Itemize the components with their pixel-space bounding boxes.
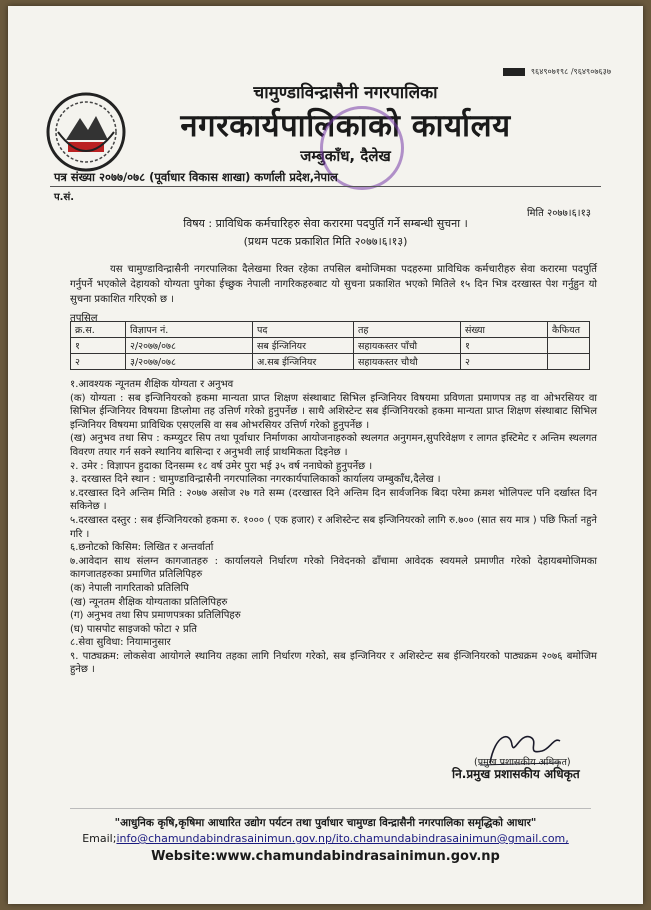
table-cell: २/२०७७/०७८ — [126, 338, 253, 354]
footer-slogan: "आधुनिक कृषि,कृषिमा आधारित उद्योग पर्यटन तथा पुर्वाधार चामुण्डा विन्द्रासैनी नगरपालिका समृद्धिको आधार" — [114, 817, 537, 829]
requirement-item: ८.सेवा सुविधा: नियामानुसार — [70, 637, 171, 649]
requirement-item: ४.दरखास्त दिने अन्तिम मिति : २०७७ असोज २७ गते सम्म (दरखास्त दिने अन्तिम दिन सार्वजनिक बिदा परेमा क्रमश भोलिपल्ट पनि दर्खास्त दिन सकिनेछ । — [70, 487, 597, 513]
pa-label: प.सं. — [54, 192, 75, 203]
schedule-label: तपसिल — [70, 313, 98, 324]
footer-website[interactable]: Website:www.chamundabindrasainimun.gov.np — [151, 849, 500, 864]
notice-subject: विषय : प्राविधिक कर्मचारिहरु सेवा करारमा पदपुर्ति गर्ने सम्बन्धी सुचना । — [183, 217, 468, 230]
requirement-item: २. उमेर : विज्ञापन हुदाका दिनसम्म १८ वर्ष उमेर पुरा भई ३५ वर्ष ननाघेको हुनुपर्नेछ । — [70, 460, 373, 472]
requirement-item: (ख) अनुभव तथा सिप : कम्प्युटर सिप तथा पूर्वाधार निर्माणका आयोजनाहरुको स्थलगत अनुगमन,सुपरिवेक्षण र लागत इस्टिमेट र अन्तिम स्थलगत विवरण तयार गर्न सक्ने स्थानिय बासिन्दा र अनुभवी लाई प्राथमिकता दिइनेछ । — [70, 433, 597, 458]
table-cell: २ — [461, 354, 548, 370]
table-header-cell: संख्या — [461, 322, 548, 338]
table-cell — [548, 354, 590, 370]
publication-note: (प्रथम पटक प्रकाशित मिति २०७७।६।१३) — [243, 235, 408, 248]
table-row — [71, 354, 590, 370]
table-cell — [548, 338, 590, 354]
table-cell: सहायकस्तर चौथौ — [354, 354, 461, 370]
requirement-item: (ग) अनुभव तथा सिप प्रमाणपत्रका प्रतिलिपिहरु — [70, 610, 241, 622]
table-cell: अ.सब ईन्जिनियर — [253, 354, 354, 370]
requirements-list — [70, 378, 597, 677]
table-cell: ३/२०७७/०७८ — [126, 354, 253, 370]
requirement-item: ६.छनोटको किसिम: लिखित र अन्तर्वार्ता — [70, 542, 214, 554]
table-header-cell: विज्ञापन नं. — [126, 322, 253, 338]
email-link[interactable]: info@chamundabindrasainimun.gov.np/ito.chamundabindrasainimun@gmail.com, — [116, 832, 569, 845]
table-cell: सहायकस्तर पाँचौ — [354, 338, 461, 354]
email-label: Email; — [82, 832, 117, 845]
requirement-item: (क) नेपाली नागरिताको प्रतिलिपि — [70, 582, 189, 594]
notice-date: मिति २०७७।६।१३ — [526, 208, 591, 219]
reference-line: पत्र संख्या २०७७/०७८ (पूर्वाधार विकास शाखा) कर्णाली प्रदेश,नेपाल — [54, 170, 338, 184]
header-divider — [50, 186, 601, 187]
table-row — [71, 338, 590, 354]
redaction-mark — [503, 68, 525, 76]
table-cell: सब ईन्जिनियर — [253, 338, 354, 354]
table-cell: २ — [71, 354, 126, 370]
signatory-name: नि.प्रमुख प्रशासकीय अधिकृत — [452, 767, 580, 781]
office-title: नगरकार्यपालिकाको कार्यालय — [180, 108, 511, 144]
phone-numbers: ९६४९०७१९८ /९६४९०७६३७ — [503, 66, 611, 77]
requirement-item: (घ) पासपोट साइजको फोटा २ प्रति — [70, 623, 198, 635]
requirement-item: ९. पाठ्यक्रम: लोकसेवा आयोगले स्थानिय तहका लागि निर्धारण गरेको, सब इन्जिनियर र अशिस्टेन्ट सब ईन्जिनियरको पाठ्यक्रम २०७६ बमोजिम हुनेछ । — [70, 650, 597, 676]
table-header-cell: क्र.स. — [71, 322, 126, 338]
footer-divider — [70, 808, 591, 809]
requirement-item: (ख) न्यूनतम शैक्षिक योग्यताका प्रतिलिपिहरु — [70, 596, 228, 608]
requirement-item: ७.आवेदान साथ संलग्न कागजातहरु : कार्यालयले निर्धारण गरेको निवेदनको ढाँचामा आवेदक स्वयमले प्रमाणीत गरेको देहायबमोजिमका कागजातहरुका प्रमाणित प्रतिलिपिहरु — [70, 555, 597, 581]
vacancy-table — [70, 321, 590, 370]
table-header-cell: कैफियत — [548, 322, 590, 338]
table-cell: १ — [461, 338, 548, 354]
footer-email — [0, 832, 651, 845]
municipality-name: चामुण्डाविन्द्रासैनी नगरपालिका — [253, 83, 438, 103]
requirement-item: ३. दरखास्त दिने स्थान : चामुण्डाविन्द्रासैनी नगरपालिका नगरकार्यपालिकाको कार्यालय जम्बुकाँध,दैलेख । — [70, 474, 441, 486]
requirement-item: १.आवश्यक न्यूनतम शैक्षिक योग्यता र अनुभव — [70, 379, 234, 390]
office-location: जम्बुकाँध, दैलेख — [300, 147, 391, 165]
table-header-cell: पद — [253, 322, 354, 338]
requirement-item: ५.दरखास्त दस्तुर : सब ईन्जिनियरको हकमा रु. १००० ( एक हजार) र अशिस्टेन्ट सब इन्जिनियरको लागि रु.७०० (सात सय मात्र ) पछि फिर्ता नहुने गरि । — [70, 514, 597, 540]
signatory-title: (प्रमुख प्रशासकीय अधिकृत) — [474, 757, 571, 768]
table-header-cell: तह — [354, 322, 461, 338]
table-cell: १ — [71, 338, 126, 354]
requirement-item: (क) योग्यता : सब इन्जिनियरको हकमा मान्यता प्राप्त शिक्षण संस्थाबाट सिभिल इन्जिनियर विषयमा प्रविणता प्रमाणपत्र तह वा ओभरसियर वा सिभिल ईन्जिनियर विषयमा डिप्लोमा तह उत्तिर्ण गरेको हुनुपर्नेछ । साथै अशिस्टेन्ट सब ईन्जिनियरको हकमा मान्यता प्राप्त शिक्षण संस्थाबाट सिभिल इन्जिनियर विषयमा प्राविधिक एसएलसि वा सब ओभरसियर उत्तिर्ण गरेको हुनुपर्नेछ । — [70, 392, 597, 431]
intro-paragraph: यस चामुण्डाविन्द्रासैनी नगरपालिका दैलेखमा रिक्त रहेका तपसिल बमोजिमका पदहरुमा प्राविधिक कर्मचारीहरु सेवा करारमा पदपुर्ति गर्नुपर्ने भएकोले देहायको योग्यता पुगेका ईच्छुक नेपाली नागरिकहरुबाट यो सुचना प्रकाशित भएको मितिले १५ दिन भित्र दरखास्त पेश गर्नुहुन यो सुचना प्रकाशित गरिएको छ । — [70, 264, 597, 305]
table-header-row — [71, 322, 590, 338]
